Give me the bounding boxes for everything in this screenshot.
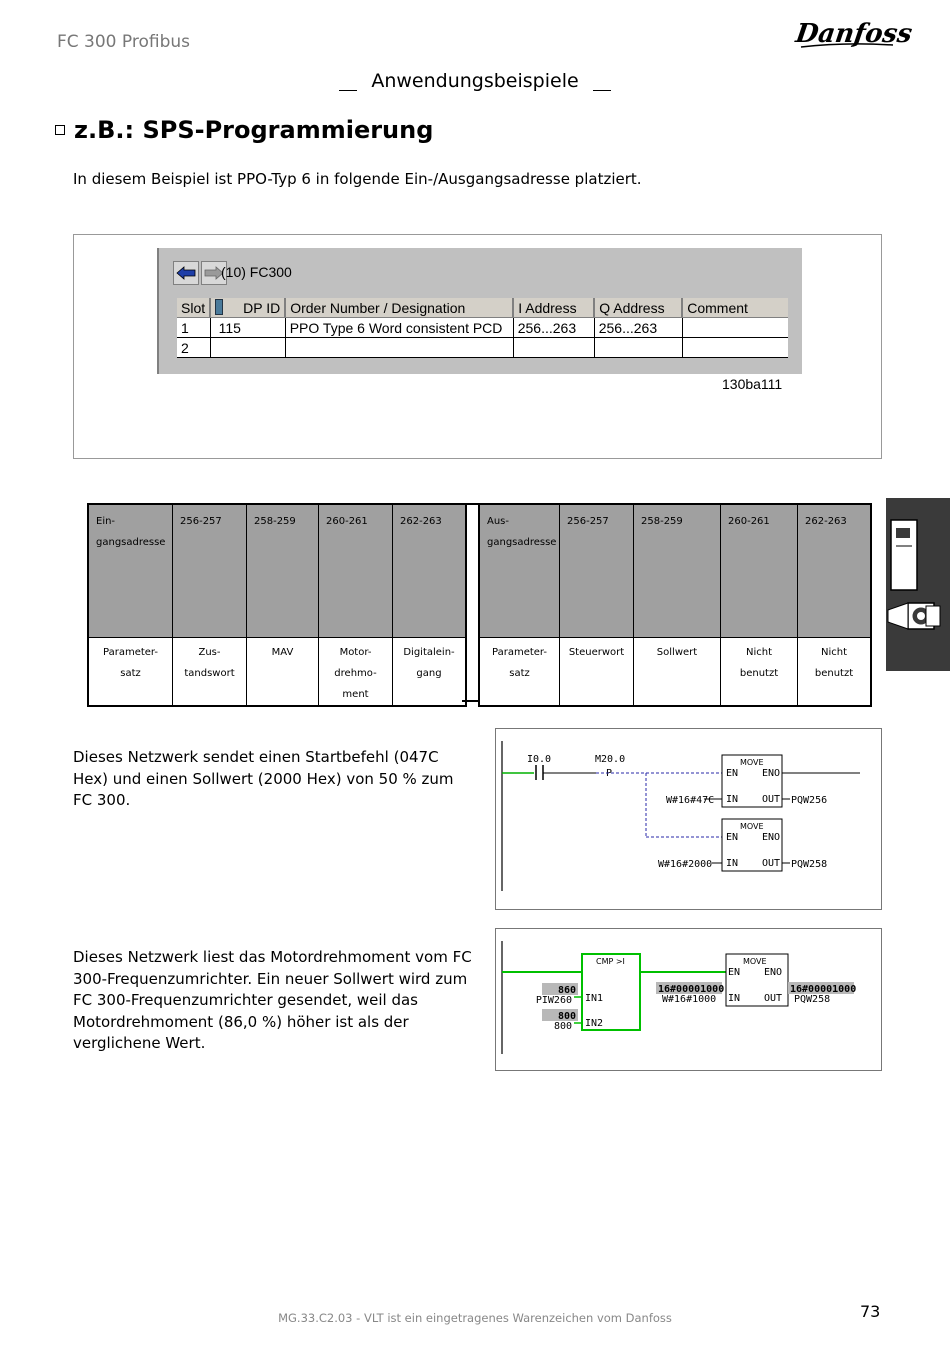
page-heading: z.B.: SPS-Programmierung xyxy=(55,116,433,144)
cell-q-address xyxy=(594,338,682,358)
input-value-cell: Digitalein- gang xyxy=(393,638,467,707)
output-header-cell: Aus- gangsadresse xyxy=(479,504,560,638)
svg-text:MOVE: MOVE xyxy=(743,957,767,966)
cmp-in2-value: 800 xyxy=(557,1011,576,1022)
svg-text:IN: IN xyxy=(728,993,741,1004)
input-value-cell: Zus- tandswort xyxy=(173,638,247,707)
col-i-address[interactable]: I Address xyxy=(513,298,594,318)
rack-title: (10) FC300 xyxy=(221,264,292,280)
input-address-table xyxy=(87,503,467,707)
hw-config-figure xyxy=(73,234,882,459)
svg-text:MOVE: MOVE xyxy=(740,822,764,831)
input-header-cell: Ein- gangsadresse xyxy=(88,504,173,638)
move-in-const: W#16#1000 xyxy=(662,994,717,1005)
output-address-cell: 258-259 xyxy=(634,504,721,638)
move-in-value: 16#00001000 xyxy=(658,984,725,995)
intro-paragraph: In diesem Beispiel ist PPO-Typ 6 in folgende Ein-/Ausgangsadresse platziert. xyxy=(73,170,642,188)
col-q-address[interactable]: Q Address xyxy=(594,298,682,318)
svg-text:MOVE: MOVE xyxy=(740,758,764,767)
table-row[interactable] xyxy=(177,318,788,338)
svg-text:ENO: ENO xyxy=(762,768,781,779)
move1-out-value: PQW256 xyxy=(791,795,828,806)
svg-text:IN2: IN2 xyxy=(585,1018,604,1029)
output-value-cell: Nicht benutzt xyxy=(721,638,798,707)
svg-text:EN: EN xyxy=(726,832,739,843)
pulse-label: P xyxy=(606,768,613,779)
svg-text:OUT: OUT xyxy=(762,794,781,805)
move-out-address: PQW258 xyxy=(794,994,831,1005)
move1-in-value: W#16#47C xyxy=(666,795,715,806)
svg-text:IN: IN xyxy=(726,858,739,869)
output-value-cell: Steuerwort xyxy=(560,638,634,707)
col-comment[interactable]: Comment xyxy=(682,298,788,318)
output-value-cell: Sollwert xyxy=(634,638,721,707)
contact2-label: M20.0 xyxy=(595,754,626,765)
input-value-cell: MAV xyxy=(247,638,319,707)
chapter-side-tab xyxy=(886,498,950,671)
output-value-cell: Nicht benutzt xyxy=(798,638,872,707)
svg-text:ENO: ENO xyxy=(764,967,783,978)
output-address-table xyxy=(478,503,872,707)
svg-text:Danfoss: Danfoss xyxy=(793,18,915,49)
input-address-cell: 258-259 xyxy=(247,504,319,638)
contact1-label: I0.0 xyxy=(527,754,552,765)
footer-text: MG.33.C2.03 - VLT ist ein eingetragenes Warenzeichen vom Danfoss xyxy=(278,1311,672,1325)
move2-in-value: W#16#2000 xyxy=(658,859,713,870)
cell-dp-id: 115 xyxy=(210,318,285,338)
cell-order-number xyxy=(285,338,513,358)
svg-text:IN1: IN1 xyxy=(585,993,604,1004)
cmp-in1-address: PIW260 xyxy=(535,995,572,1006)
hw-config-window xyxy=(157,248,802,374)
svg-text:EN: EN xyxy=(728,967,741,978)
table-separator xyxy=(462,503,478,702)
network1-description: Dieses Netzwerk sendet einen Startbefehl (047C Hex) und einen Sollwert (2000 Hex) von 50 % zum FC 300. xyxy=(73,748,454,809)
document-header-title: FC 300 Profibus xyxy=(57,32,191,52)
cell-i-address xyxy=(513,338,594,358)
svg-text:CMP >I: CMP >I xyxy=(596,957,625,966)
cell-q-address: 256...263 xyxy=(594,318,682,338)
cell-comment xyxy=(682,318,788,338)
svg-text:IN: IN xyxy=(726,794,739,805)
cell-comment xyxy=(682,338,788,358)
cell-slot: 2 xyxy=(177,338,210,358)
page-number: 73 xyxy=(860,1302,881,1321)
module-table xyxy=(177,298,788,358)
network2-description: Dieses Netzwerk liest das Motordrehmoment vom FC 300-Frequenzumrichter. Ein neuer Sollwert wird zum FC 300-Frequenzumrichter gesendet, weil das Motordrehmoment (86,0 %) höher ist als der verglichene Wert. xyxy=(73,948,472,1052)
input-address-cell: 262-263 xyxy=(393,504,467,638)
output-address-cell: 262-263 xyxy=(798,504,872,638)
col-order-number[interactable]: Order Number / Designation xyxy=(285,298,513,318)
move2-out-value: PQW258 xyxy=(791,859,828,870)
figure-code: 130ba111 xyxy=(722,376,783,392)
input-value-cell: Motor- drehmo- ment xyxy=(319,638,393,707)
input-value-cell: Parameter- satz xyxy=(88,638,173,707)
back-arrow-icon[interactable] xyxy=(173,261,199,285)
svg-text:OUT: OUT xyxy=(762,858,781,869)
cell-dp-id xyxy=(210,338,285,358)
svg-text:EN: EN xyxy=(726,768,739,779)
cell-order-number: PPO Type 6 Word consistent PCD xyxy=(285,318,513,338)
table-row[interactable] xyxy=(177,338,788,358)
cmp-in1-value: 860 xyxy=(557,985,576,996)
svg-text:OUT: OUT xyxy=(764,993,783,1004)
output-address-cell: 256-257 xyxy=(560,504,634,638)
cell-slot: 1 xyxy=(177,318,210,338)
section-title: Anwendungsbeispiele xyxy=(0,70,950,92)
ladder-network2-figure xyxy=(495,928,882,1071)
input-address-cell: 260-261 xyxy=(319,504,393,638)
svg-text:ENO: ENO xyxy=(762,832,781,843)
cell-i-address: 256...263 xyxy=(513,318,594,338)
col-dp-id[interactable]: DP ID xyxy=(210,298,285,318)
module-icon xyxy=(215,299,223,315)
output-address-cell: 260-261 xyxy=(721,504,798,638)
bullet-square-icon xyxy=(55,125,65,135)
drive-motor-icon xyxy=(886,498,950,671)
col-slot[interactable]: Slot xyxy=(177,298,210,318)
cmp-in2-const: 800 xyxy=(553,1021,572,1032)
ladder-network1-figure xyxy=(495,728,882,910)
output-value-cell: Parameter- satz xyxy=(479,638,560,707)
move-out-value: 16#00001000 xyxy=(790,984,857,995)
danfoss-logo xyxy=(793,12,915,56)
input-address-cell: 256-257 xyxy=(173,504,247,638)
